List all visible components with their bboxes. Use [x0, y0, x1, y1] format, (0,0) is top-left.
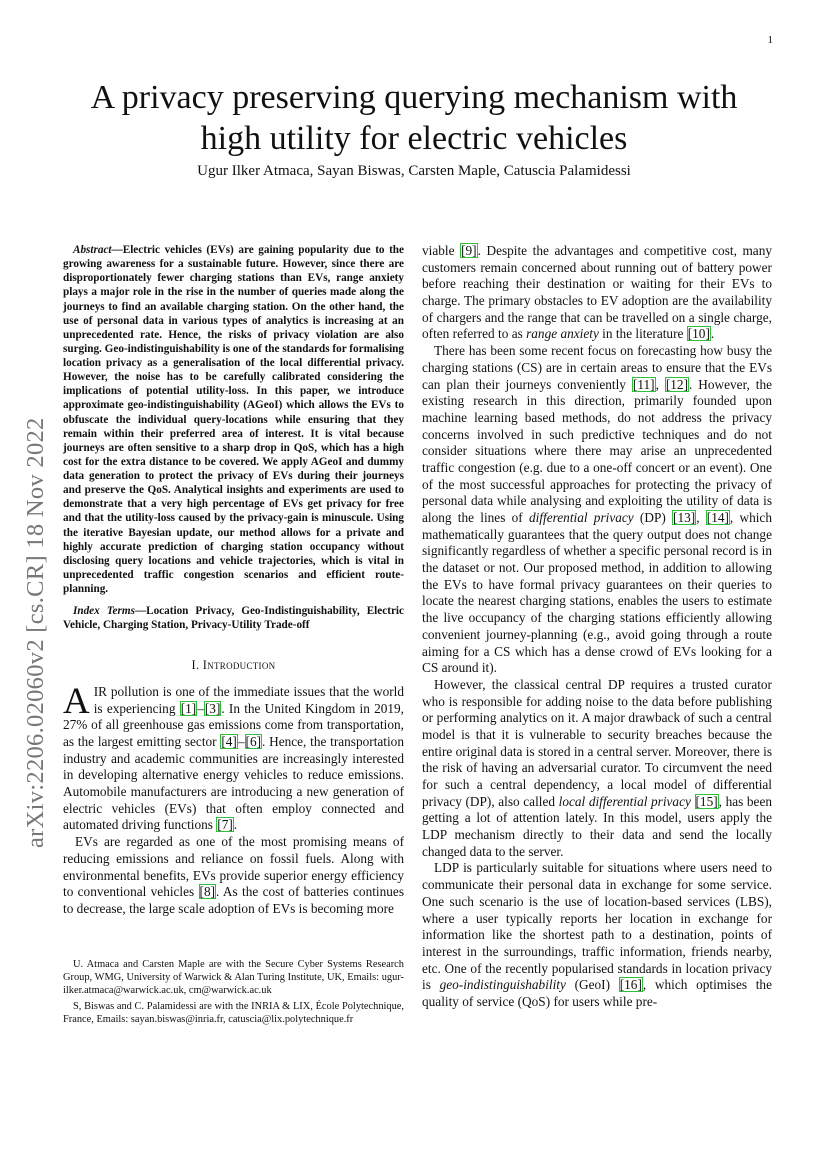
paper-title: A privacy preserving querying mechanism with high utility for electric vehicles	[90, 79, 738, 157]
text-run: . Hence, the transportation industry and academic communities are increasingly interested in developing alternative energy vehicles to reduce emissions. Automobile manufacturers are introducing a new generation of electric vehicles (EVs) that often employ connected and automated driving functions	[63, 734, 404, 833]
text-run: –	[197, 700, 204, 716]
index-terms-text: —Location Privacy, Geo-Indistinguishability, Electric Vehicle, Charging Station, Privacy-Utility Trade-off	[63, 605, 404, 632]
footnote: U. Atmaca and Carsten Maple are with the Secure Cyber Systems Research Group, WMG, University of Warwick & Alan Turing Institute, UK, Emails: ugur-ilker.atmaca@warwick.ac.uk, cm@warwick.ac.uk	[63, 959, 404, 997]
text-run: . In the United Kingdom in 2019, 27% of all greenhouse gas emissions come from transportation, as the largest emitting sector	[63, 700, 404, 749]
text-run: ,	[696, 510, 706, 525]
citation-link[interactable]: [12]	[665, 376, 689, 392]
text-run: . However, the existing research in this direction, primarily founded upon machine learning based methods, do not address the privacy concerns involved in such predictive techniques and do not consider situations where there may arise an unprecedented traffic congestion (e.g. due to a one-off concert or an event). One of the most successful approaches for protecting the privacy of personal data while analysing and exploiting the utility of data is along the lines of	[422, 376, 772, 525]
index-terms-lead: Index Terms	[73, 605, 135, 618]
citation-link[interactable]: [11]	[632, 376, 655, 392]
abstract-text: —Electric vehicles (EVs) are gaining popularity due to the growing awareness for a sustainable future. However, since there are disproportionately fewer charging stations than EVs, range anxiety plays a major role in the rise in the number of queries made along the journeys to find an available charging station. On the other hand, the use of personal data in various types of analytics is increasing at an unprecedented rate. Hence, the risks of privacy violation are also surging. Geo-indistinguishability is one of the standards for formalising location privacy as a generalisation of the local differential privacy. However, the noise has to be carefully calibrated considering the implications of potential utility-loss. In this paper, we introduce approximate geo-indistinguishability (AGeoI) which allows the EVs to obfuscate the individual query-locations while ensuring that they remain within their preferred area of interest. It is vital because journeys are often sensitive to a sharp drop in QoS, which has a high cost for the extra distance to be covered. We apply AGeoI and dummy data generation to protect the privacy of EVs during their journeys and preserve the QoS. Analytical insights and experiments are used to demonstrate that a very high percentage of EVs get privacy for free and that the utility-loss caused by the privacy-gain is minuscule. Using the iterative Bayesian update, our method allows for a private and highly accurate prediction of charging station occupancy without disclosing query locations and vehicle trajectories, which is vital in unprecedented traffic congestion scenarios and efficient route-planning.	[63, 244, 404, 595]
right-column	[422, 243, 772, 1011]
citation-link[interactable]: [4]	[221, 734, 237, 749]
text-run	[691, 794, 695, 809]
text-run: .	[710, 326, 715, 342]
text-run: .	[233, 817, 238, 833]
text-run: , has been getting a lot of attention lately. In this model, users apply the LDP mechanism directly to their data and send the locally changed data to the server.	[422, 793, 773, 859]
citation-link[interactable]: [15]	[695, 793, 718, 809]
text-run: EVs are regarded as one of the most promising means of reducing emissions and reliance on fossil fuels. Along with environmental benefits, EVs provide superior energy efficiency to conventional vehicles	[63, 834, 404, 900]
footnote: S, Biswas and C. Palamidessi are with the INRIA & LIX, École Polytechnique, France, Emails: sayan.biswas@inria.fr, catuscia@lix.polytechnique.fr	[63, 1000, 404, 1025]
text-run: . Despite the advantages and competitive cost, many customers remain concerned about running out of battery power before reaching their destination or waiting for their EVs to charge. The primary obstacles to EV adoption are the availability of chargers and the range that can be travelled on a single charge, often referred to as	[422, 243, 772, 342]
text-run: in the literature	[598, 326, 687, 342]
text-run: –	[237, 734, 245, 749]
text-run: , which mathematically guarantees that the query output does not change significantly regardless of whether a specific personal record is in the dataset or not. Our proposed method, in addition to allowing the EVs to have formal privacy guarantees on their queries to locate the nearest charging stations, enables the users to estimate the live occupancy of the charging stations efficiently allowing convenient journey-planning (e.g., avoid going through a route aiming for a CS which has a dense crowd of EVs looking for a CS around it).	[422, 510, 772, 676]
text-run: There has been some recent focus on forecasting how busy the charging stations (CS) are in certain areas to ensure that the EVs can plan their journeys conveniently	[422, 343, 772, 392]
abstract	[63, 243, 404, 596]
footnotes	[63, 958, 404, 1028]
page-number: 1	[767, 34, 773, 46]
body-paragraph	[422, 243, 772, 343]
citation-link[interactable]: [16]	[619, 977, 642, 993]
emphasis: geo-indistinguishability	[439, 977, 566, 993]
citation-link[interactable]: [10]	[687, 326, 710, 342]
text-run: LDP is particularly suitable for situations where users need to communicate their personal data in exchange for some service. One such scenario is the use of location-based services (LBS), where a user typically reports her location in exchange for information like the shortest path to a destination, points of interest in the surroundings, traffic information, friends nearby, etc. One of the recently popularised standards in location privacy is	[422, 860, 772, 993]
text-run: viable	[422, 243, 461, 258]
citation-link[interactable]: [8]	[199, 884, 216, 900]
citation-link[interactable]: [3]	[204, 700, 221, 716]
text-run: (DP)	[633, 510, 673, 525]
text-run: , which optimises the quality of service (QoS) for users while pre-	[422, 977, 772, 1009]
intro-paragraph-1	[63, 680, 404, 834]
index-terms	[63, 604, 404, 632]
abstract-lead: Abstract	[73, 244, 112, 256]
arxiv-stamp: arXiv:2206.02060v2 [cs.CR] 18 Nov 2022	[22, 417, 49, 848]
emphasis: differential privacy	[528, 510, 634, 525]
drop-cap: A	[63, 680, 90, 722]
body-paragraph	[422, 677, 772, 861]
text-run: . As the cost of batteries continues to decrease, the large scale adoption of EVs is becoming more	[63, 884, 404, 916]
text-run: IR pollution is one of the immediate issues that the world is experiencing	[93, 683, 404, 716]
citation-link[interactable]: [14]	[706, 510, 729, 525]
body-paragraph	[422, 343, 772, 677]
emphasis: range anxiety	[526, 326, 599, 342]
emphasis: local differential privacy	[558, 793, 691, 809]
author-list: Ugur Ilker Atmaca, Sayan Biswas, Carsten Maple, Catuscia Palamidessi	[197, 163, 631, 179]
left-column	[63, 243, 404, 918]
citation-link[interactable]: [9]	[461, 243, 477, 258]
intro-paragraph-2	[63, 834, 404, 917]
citation-link[interactable]: [13]	[673, 510, 696, 525]
citation-link[interactable]: [6]	[245, 734, 262, 749]
section-heading-introduction: I. Introduction	[191, 658, 276, 673]
text-run: (GeoI)	[565, 977, 619, 993]
citation-link[interactable]: [1]	[180, 700, 197, 716]
citation-link[interactable]: [7]	[217, 817, 233, 833]
text-run: ,	[655, 376, 665, 392]
body-paragraph	[422, 860, 772, 1010]
text-run: However, the classical central DP requires a trusted curator who is responsible for adding noise to the data before publishing or performing analytics on it. A major drawback of such a central model is that it is vulnerable to security breaches because the entire original data is stored in a central server. Moreover, there is the risk of having an adversarial curator. To circumvent the need for such a central dependency, a local model of differential privacy (DP), also called	[422, 676, 772, 809]
